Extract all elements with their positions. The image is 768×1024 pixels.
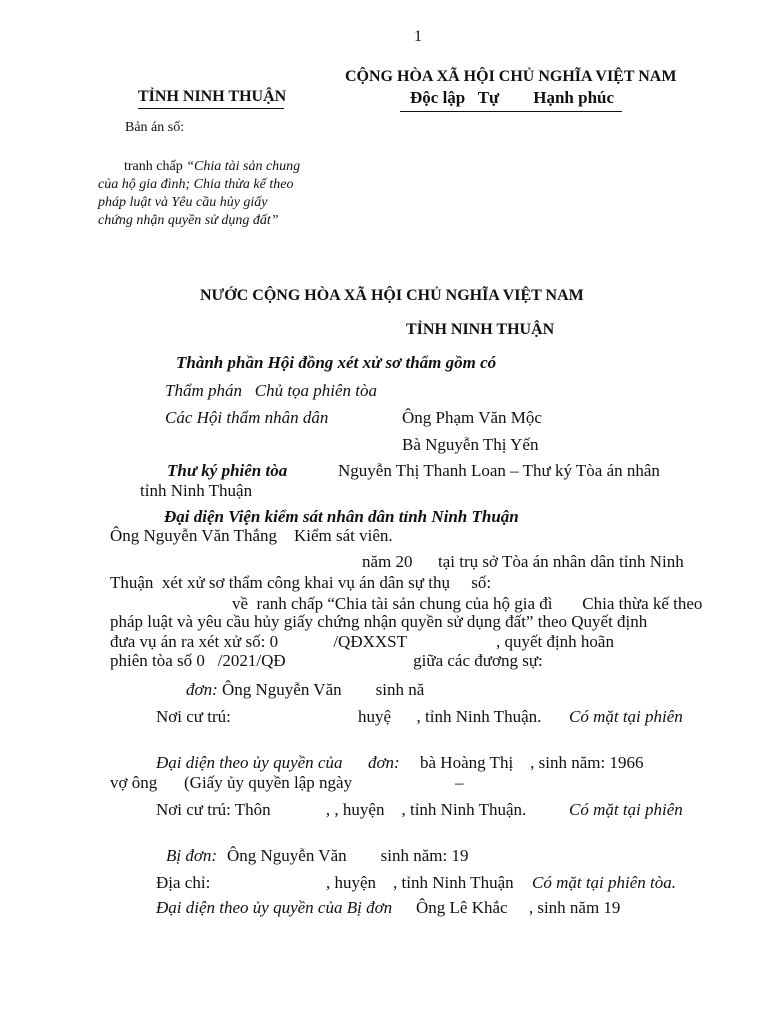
dispute-block: [98, 158, 328, 230]
body-line-2: Thuận xét xử sơ thẩm công khai vụ án dân sự thụ số:: [110, 573, 492, 592]
body-line-4: pháp luật và yêu cầu hủy giấy chứng nhận quyền sử dụng đất” theo Quyết định: [110, 612, 648, 631]
body-line-5: đưa vụ án ra xét xử số: 0 /QĐXXST , quyết định hoãn: [110, 632, 614, 651]
plaintiff-rep-value: bà Hoàng Thị , sinh năm: 1966: [420, 753, 644, 772]
plaintiff-rep-presence: Có mặt tại phiên: [569, 800, 683, 819]
defendant-rep-value: Ông Lê Khắc , sinh năm 19: [416, 898, 621, 917]
header-nation: CỘNG HÒA XÃ HỘI CHỦ NGHĨA VIỆT NAM: [345, 68, 677, 85]
plaintiff-name: Ông Nguyễn Văn sinh nă: [222, 680, 425, 699]
plaintiff-rep-line2b: (Giấy ủy quyền lập ngày: [184, 773, 353, 792]
body-line-6: phiên tòa số 0 /2021/QĐ giữa các đương sự:: [110, 651, 543, 670]
assessors-label: Các Hội thẩm nhân dân: [165, 408, 329, 427]
plaintiff-rep-line2c: –: [455, 773, 464, 792]
defendant-label: Bị đơn:: [166, 846, 218, 865]
dispute-line-3: pháp luật và Yêu cầu hủy giấy: [98, 195, 268, 210]
panel-heading: Thành phần Hội đồng xét xử sơ thẩm gồm có: [176, 353, 497, 372]
clerk-cont: tỉnh Ninh Thuận: [140, 481, 253, 500]
clerk-label: Thư ký phiên tòa: [167, 461, 288, 480]
defendant-address: , huyện , tỉnh Ninh Thuận: [326, 873, 514, 892]
body-line-1: năm 20 tại trụ sở Tòa án nhân dân tỉnh Ninh: [362, 552, 684, 571]
defendant-address-label: Địa chỉ:: [156, 873, 211, 892]
dispute-prefix: tranh chấp: [124, 159, 183, 174]
header-motto: Độc lập Tự Hạnh phúc: [410, 88, 615, 107]
title-province: TỈNH NINH THUẬN: [406, 321, 555, 338]
page-number: 1: [414, 28, 422, 45]
plaintiff-residence: huyệ , tỉnh Ninh Thuận.: [358, 707, 542, 726]
plaintiff-presence: Có mặt tại phiên: [569, 707, 683, 726]
dispute-line-1: “Chia tài sản chung: [186, 159, 301, 174]
header-province-underline: [138, 108, 284, 109]
plaintiff-rep-residence: Nơi cư trú: Thôn , , huyện , tỉnh Ninh Thuận.: [156, 800, 527, 819]
dispute-line-4: chứng nhận quyền sử dụng đất”: [98, 213, 279, 228]
body-line-3: về ranh chấp “Chia tài sản chung của hộ gia đì Chia thừa kế theo: [232, 594, 703, 613]
defendant-rep-label: Đại diện theo ủy quyền của Bị đơn: [156, 898, 393, 917]
header-province: TỈNH NINH THUẬN: [138, 88, 287, 105]
procurator: Ông Nguyễn Văn Thắng Kiểm sát viên.: [110, 526, 393, 545]
defendant-value: Ông Nguyễn Văn sinh năm: 19: [227, 846, 469, 865]
procuracy-heading: Đại diện Viện kiểm sát nhân dân tỉnh Ninh Thuận: [164, 507, 519, 526]
plaintiff-rep-label: Đại diện theo ủy quyền của đơn:: [156, 753, 400, 772]
title-nation: NƯỚC CỘNG HÒA XÃ HỘI CHỦ NGHĨA VIỆT NAM: [200, 287, 584, 304]
assessor-1: Ông Phạm Văn Mộc: [402, 408, 542, 427]
plaintiff-rep-line2a: vợ ông: [110, 773, 158, 792]
clerk-name: Nguyễn Thị Thanh Loan – Thư ký Tòa án nhân: [338, 461, 660, 480]
defendant-presence: Có mặt tại phiên tòa.: [532, 873, 677, 892]
plaintiff-label: đơn:: [186, 680, 218, 699]
header-motto-underline: [400, 111, 622, 112]
assessor-2: Bà Nguyễn Thị Yến: [402, 435, 539, 454]
plaintiff-residence-label: Nơi cư trú:: [156, 707, 231, 726]
judge-line: Thẩm phán Chủ tọa phiên tòa: [165, 381, 378, 400]
verdict-number: Bản án số:: [125, 120, 185, 135]
dispute-line-2: của hộ gia đình; Chia thừa kế theo: [98, 177, 294, 192]
